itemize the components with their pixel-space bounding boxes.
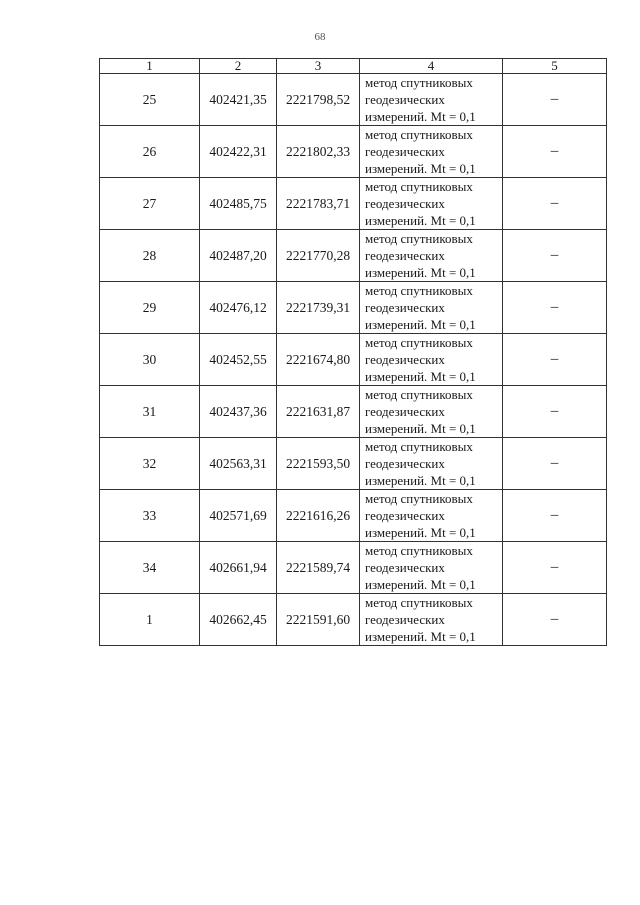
table-row	[100, 542, 607, 594]
x-coordinate-cell: 402476,12	[200, 282, 277, 334]
method-line: метод спутниковых	[365, 595, 473, 610]
note-cell: –	[503, 230, 607, 282]
point-number-cell: 33	[100, 490, 200, 542]
method-cell	[360, 126, 503, 178]
method-line: метод спутниковых	[365, 387, 473, 402]
method-line: метод спутниковых	[365, 491, 473, 506]
x-coordinate-cell: 402421,35	[200, 74, 277, 126]
method-line: измерений. Mt = 0,1	[365, 109, 476, 124]
method-line: измерений. Mt = 0,1	[365, 525, 476, 540]
point-number-cell: 32	[100, 438, 200, 490]
table-row	[100, 74, 607, 126]
x-coordinate-cell: 402422,31	[200, 126, 277, 178]
method-line: геодезических	[365, 144, 445, 159]
method-line: метод спутниковых	[365, 231, 473, 246]
y-coordinate-cell: 2221770,28	[277, 230, 360, 282]
method-cell	[360, 490, 503, 542]
note-cell: –	[503, 490, 607, 542]
method-cell	[360, 542, 503, 594]
x-coordinate-cell: 402563,31	[200, 438, 277, 490]
method-line: измерений. Mt = 0,1	[365, 369, 476, 384]
note-cell: –	[503, 334, 607, 386]
method-line: измерений. Mt = 0,1	[365, 161, 476, 176]
method-line: измерений. Mt = 0,1	[365, 317, 476, 332]
x-coordinate-cell: 402487,20	[200, 230, 277, 282]
method-line: метод спутниковых	[365, 127, 473, 142]
method-cell	[360, 386, 503, 438]
x-coordinate-cell: 402452,55	[200, 334, 277, 386]
method-line: измерений. Mt = 0,1	[365, 265, 476, 280]
table-row	[100, 334, 607, 386]
header-row	[100, 59, 607, 74]
method-cell	[360, 594, 503, 646]
x-coordinate-cell: 402661,94	[200, 542, 277, 594]
method-line: геодезических	[365, 612, 445, 627]
x-coordinate-cell: 402662,45	[200, 594, 277, 646]
y-coordinate-cell: 2221802,33	[277, 126, 360, 178]
note-cell: –	[503, 594, 607, 646]
point-number-cell: 30	[100, 334, 200, 386]
point-number-cell: 29	[100, 282, 200, 334]
table-row	[100, 230, 607, 282]
method-cell	[360, 334, 503, 386]
method-line: метод спутниковых	[365, 335, 473, 350]
y-coordinate-cell: 2221674,80	[277, 334, 360, 386]
method-line: измерений. Mt = 0,1	[365, 421, 476, 436]
point-number-cell: 28	[100, 230, 200, 282]
method-line: геодезических	[365, 404, 445, 419]
note-cell: –	[503, 438, 607, 490]
note-cell: –	[503, 178, 607, 230]
coordinates-table	[99, 58, 607, 646]
y-coordinate-cell: 2221739,31	[277, 282, 360, 334]
method-line: геодезических	[365, 352, 445, 367]
table-row	[100, 386, 607, 438]
y-coordinate-cell: 2221589,74	[277, 542, 360, 594]
y-coordinate-cell: 2221593,50	[277, 438, 360, 490]
header-col-1: 1	[100, 59, 200, 74]
method-line: геодезических	[365, 508, 445, 523]
header-col-3: 3	[277, 59, 360, 74]
method-line: метод спутниковых	[365, 439, 473, 454]
note-cell: –	[503, 282, 607, 334]
method-line: измерений. Mt = 0,1	[365, 577, 476, 592]
table-row	[100, 282, 607, 334]
note-cell: –	[503, 126, 607, 178]
method-line: геодезических	[365, 92, 445, 107]
point-number-cell: 31	[100, 386, 200, 438]
y-coordinate-cell: 2221591,60	[277, 594, 360, 646]
header-col-2: 2	[200, 59, 277, 74]
method-line: геодезических	[365, 456, 445, 471]
note-cell: –	[503, 542, 607, 594]
point-number-cell: 25	[100, 74, 200, 126]
y-coordinate-cell: 2221783,71	[277, 178, 360, 230]
table-row	[100, 490, 607, 542]
method-cell	[360, 282, 503, 334]
point-number-cell: 27	[100, 178, 200, 230]
x-coordinate-cell: 402571,69	[200, 490, 277, 542]
method-line: геодезических	[365, 248, 445, 263]
method-cell	[360, 438, 503, 490]
y-coordinate-cell: 2221631,87	[277, 386, 360, 438]
method-line: измерений. Mt = 0,1	[365, 213, 476, 228]
table-row	[100, 126, 607, 178]
method-line: метод спутниковых	[365, 543, 473, 558]
y-coordinate-cell: 2221616,26	[277, 490, 360, 542]
method-cell	[360, 230, 503, 282]
method-line: измерений. Mt = 0,1	[365, 629, 476, 644]
method-line: измерений. Mt = 0,1	[365, 473, 476, 488]
method-line: геодезических	[365, 196, 445, 211]
method-line: метод спутниковых	[365, 283, 473, 298]
method-cell	[360, 74, 503, 126]
x-coordinate-cell: 402437,36	[200, 386, 277, 438]
table-row	[100, 178, 607, 230]
method-line: геодезических	[365, 560, 445, 575]
method-line: метод спутниковых	[365, 75, 473, 90]
note-cell: –	[503, 74, 607, 126]
header-col-5: 5	[503, 59, 607, 74]
page-number: 68	[314, 31, 326, 43]
point-number-cell: 26	[100, 126, 200, 178]
method-cell	[360, 178, 503, 230]
table-row	[100, 438, 607, 490]
method-line: геодезических	[365, 300, 445, 315]
table-row	[100, 594, 607, 646]
point-number-cell: 34	[100, 542, 200, 594]
note-cell: –	[503, 386, 607, 438]
method-line: метод спутниковых	[365, 179, 473, 194]
header-col-4: 4	[360, 59, 503, 74]
x-coordinate-cell: 402485,75	[200, 178, 277, 230]
point-number-cell: 1	[100, 594, 200, 646]
y-coordinate-cell: 2221798,52	[277, 74, 360, 126]
